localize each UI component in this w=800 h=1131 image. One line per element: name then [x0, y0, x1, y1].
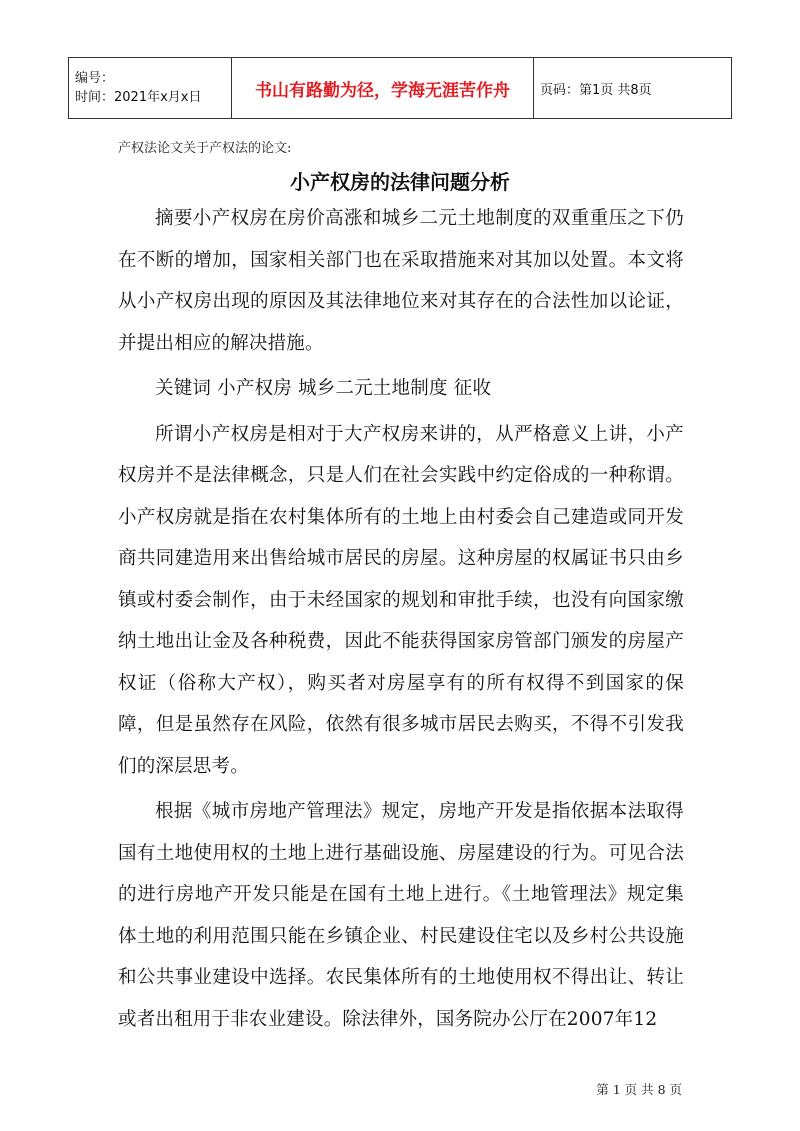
paragraph-legal-basis: 根据《城市房地产管理法》规定，房地产开发是指依据本法取得国有土地使用权的土地上进行基础设施、房屋建设的行为。可见合法的进行房地产开发只能是在国有土地上进行。《土地管理法》规定集体土地的利用范围只能在乡镇企业、村民建设住宅以及乡村公共设施和公共事业建设中选择。农民集体所有的土地使用权不得出让、转让或者出租用于非农业建设。除法律外，国务院办公厅在2007年12 [118, 801, 684, 1030]
page-footer: 第 1 页 共 8 页 [596, 1082, 682, 1097]
header-meta-cell [69, 58, 232, 119]
header-time-label: 时间：2021年x月x日 [75, 90, 202, 105]
document-header [68, 57, 732, 119]
paragraph-abstract: 摘要小产权房在房价高涨和城乡二元土地制度的双重重压之下仍在不断的增加，国家相关部门也在采取措施来对其加以处置。本文将从小产权房出现的原因及其法律地位来对其存在的合法性加以论证，并提出相应的解决措施。 [118, 208, 684, 354]
document-title: 小产权房的法律问题分析 [290, 170, 510, 194]
document-kicker: 产权法论文关于产权法的论文: [118, 141, 292, 156]
header-motto: 书山有路勤为径，学海无涯苦作舟 [232, 58, 534, 119]
document-body [118, 198, 684, 1044]
paragraph-keywords: 关键词 小产权房 城乡二元土地制度 征收 [155, 378, 492, 399]
header-number-label: 编号： [75, 71, 115, 86]
header-page-label: 页码：第1页 共8页 [534, 58, 732, 119]
paragraph-definition: 所谓小产权房是相对于大产权房来讲的，从严格意义上讲，小产权房并不是法律概念，只是人们在社会实践中约定俗成的一种称谓。小产权房就是指在农村集体所有的土地上由村委会自己建造或同开发商共同建造用来出售给城市居民的房屋。这种房屋的权属证书只由乡镇或村委会制作，由于未经国家的规划和审批手续，也没有向国家缴纳土地出让金及各种税费，因此不能获得国家房管部门颁发的房屋产权证（俗称大产权），购买者对房屋享有的所有权得不到国家的保障，但是虽然存在风险，依然有很多城市居民去购买，不得不引发我们的深层思考。 [118, 423, 684, 777]
